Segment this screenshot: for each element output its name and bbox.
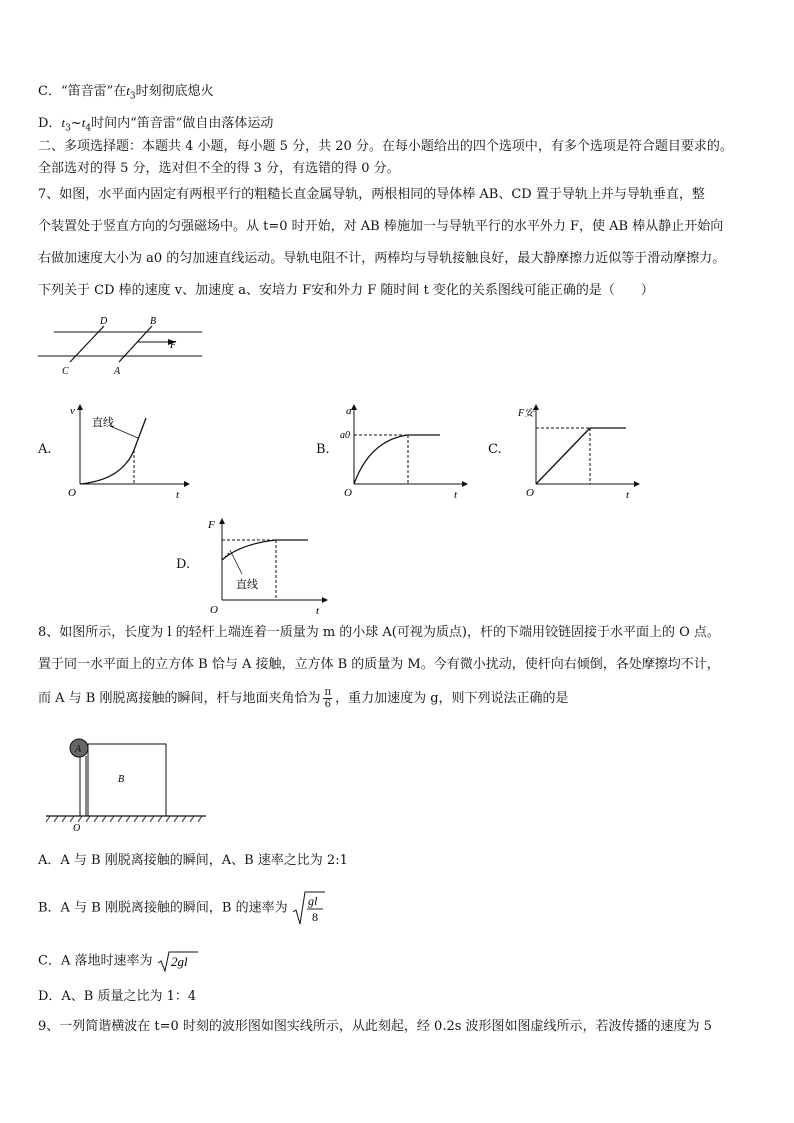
svg-text:F: F: [208, 519, 215, 531]
block-label: B: [118, 774, 125, 785]
ball-label: A: [75, 744, 82, 755]
q7-option-a-label[interactable]: A.: [38, 442, 52, 457]
svg-text:8: 8: [311, 910, 318, 924]
q8-option-b[interactable]: B．A 与 B 刚脱离接触的瞬间，B 的速率为 gl 8: [38, 890, 326, 927]
label-b: B: [150, 316, 157, 327]
q7-option-d-graph[interactable]: [200, 514, 330, 614]
svg-text:a0: a0: [340, 430, 350, 441]
svg-text:a: a: [346, 405, 352, 417]
svg-text:直线: 直线: [92, 417, 114, 429]
section2-scoring: 全部选对的得 5 分，选对但不全的得 3 分，有选错的得 0 分。: [38, 161, 400, 176]
label-f: F: [170, 340, 177, 351]
q7-text-line3: 右做加速度大小为 a0 的匀加速直线运动。导轨电阻不计，两棒均与导轨接触良好，最大静摩擦力近似等于滑动摩擦力。: [38, 251, 726, 266]
q8-rod-block-figure: [36, 730, 216, 836]
section2-instructions: 二、多项选择题：本题共 4 小题，每小题 5 分，共 20 分。在每小题给出的四个选项中，有多个选项是符合题目要求的。: [38, 139, 733, 154]
svg-text:t: t: [316, 605, 320, 614]
q7-option-c-label[interactable]: C.: [488, 442, 502, 457]
q7-rails-figure: [34, 312, 209, 384]
q8-text-line3: 而 A 与 B 刚脱离接触的瞬间，杆与地面夹角恰为 $\frac{\pi}{6}$ ，重力加速度为 g，则下列说法正确的是: [38, 687, 569, 710]
angle-fraction: $\frac{\pi}{6}$: [324, 687, 332, 710]
q7-option-b-label[interactable]: B.: [316, 442, 330, 457]
q7-text-line2: 个装置处于竖直方向的匀强磁场中。从 t=0 时开始，对 AB 棒施加一与导轨平行的水平外力 F，使 AB 棒从静止开始向: [38, 219, 724, 234]
svg-text:O: O: [210, 604, 218, 614]
svg-text:2gl: 2gl: [170, 954, 188, 969]
q8-option-a[interactable]: A．A 与 B 刚脱离接触的瞬间，A、B 速率之比为 2:1: [38, 853, 348, 868]
q7-option-a-graph[interactable]: [62, 400, 192, 500]
q7-option-b-graph[interactable]: [340, 400, 470, 500]
prev-option-c: C．“笛音雷”在$t_3$时刻彻底熄火: [38, 83, 214, 102]
label-c: C: [62, 366, 69, 377]
svg-text:t: t: [626, 489, 630, 500]
sqrt-gl-over-8: [292, 890, 326, 926]
q8-option-c[interactable]: C．A 落地时速率为 2gl: [38, 950, 199, 973]
q8-text-line1: 8、如图所示，长度为 l 的轻杆上端连着一质量为 m 的小球 A(可视为质点)，杆的下端用铰链固接于水平面上的 O 点。: [38, 625, 720, 640]
q7-text-line4: 下列关于 CD 棒的速度 v、加速度 a、安培力 F安和外力 F 随时间 t 变化的关系图线可能正确的是（ ）: [38, 283, 654, 298]
pivot-label: O: [73, 823, 81, 834]
label-a: A: [114, 366, 121, 377]
label-d: D: [100, 316, 108, 327]
svg-text:F安: F安: [518, 408, 535, 419]
sqrt-2gl: [157, 950, 199, 972]
svg-text:O: O: [68, 487, 76, 499]
q8-option-d[interactable]: D．A、B 质量之比为 1：4: [38, 989, 197, 1004]
q8-text-line2: 置于同一水平面上的立方体 B 恰与 A 接触，立方体 B 的质量为 M。今有微小扰动，使杆向右倾倒，各处摩擦均不计，: [38, 657, 720, 672]
q9-text-line1: 9、一列简谐横波在 t=0 时刻的波形图如图实线所示，从此刻起，经 0.2s 波形图如图虚线所示，若波传播的速度为 5: [38, 1019, 712, 1034]
svg-text:O: O: [344, 487, 352, 499]
prev-option-d: D．$t_3\sim t_4$时间内“笛音雷”做自由落体运动: [38, 115, 274, 134]
svg-text:t: t: [176, 489, 180, 500]
q7-option-d-label[interactable]: D.: [176, 557, 191, 572]
svg-text:O: O: [526, 487, 534, 499]
q7-text-line1: 7、如图，水平面内固定有两根平行的粗糙长直金属导轨，两根相同的导体棒 AB、CD 置于导轨上并与导轨垂直，整: [38, 187, 705, 202]
q7-option-c-graph[interactable]: [514, 400, 644, 500]
svg-text:v: v: [70, 405, 75, 417]
svg-text:直线: 直线: [236, 579, 258, 591]
svg-text:gl: gl: [307, 894, 318, 908]
svg-text:t: t: [454, 489, 458, 500]
